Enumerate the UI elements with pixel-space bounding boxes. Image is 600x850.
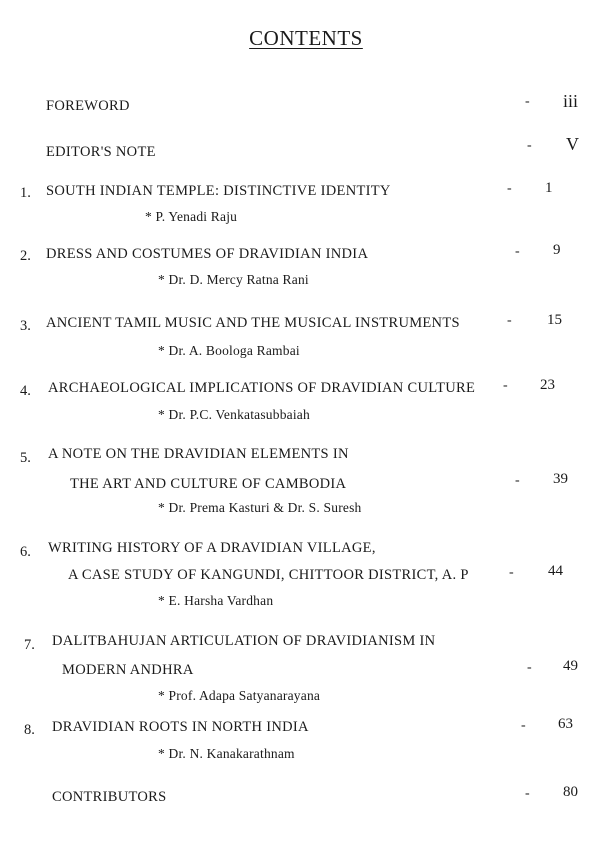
leader-dash: - (527, 660, 532, 675)
chapter-author: * P. Yenadi Raju (145, 209, 238, 224)
chapter-author: * E. Harsha Vardhan (158, 593, 274, 608)
chapter-title-line-2: THE ART AND CULTURE OF CAMBODIA (70, 476, 347, 492)
chapter-author: * Dr. A. Boologa Rambai (158, 343, 300, 358)
chapter-number: 5. (20, 450, 31, 466)
leader-dash: - (515, 244, 520, 259)
page-number: 1 (545, 180, 553, 196)
chapter-number: 3. (20, 318, 31, 334)
leader-dash: - (507, 313, 512, 328)
chapter-title: SOUTH INDIAN TEMPLE: DISTINCTIVE IDENTITY (46, 183, 391, 199)
entry-title: CONTRIBUTORS (52, 789, 167, 805)
chapter-title-line-1: DALITBAHUJAN ARTICULATION OF DRAVIDIANISM IN (52, 633, 436, 649)
chapter-title: ANCIENT TAMIL MUSIC AND THE MUSICAL INSTRUMENTS (46, 315, 460, 331)
chapter-number: 7. (24, 637, 35, 653)
page-number: 44 (548, 563, 563, 579)
chapter-number: 8. (24, 722, 35, 738)
page-number: iii (563, 91, 579, 111)
chapter-title: DRAVIDIAN ROOTS IN NORTH INDIA (52, 719, 309, 735)
chapter-number: 2. (20, 248, 31, 264)
chapter-title: DRESS AND COSTUMES OF DRAVIDIAN INDIA (46, 246, 369, 262)
page-number: 23 (540, 377, 555, 393)
page-number: 63 (558, 716, 573, 732)
leader-dash: - (509, 565, 514, 580)
leader-dash: - (507, 181, 512, 196)
chapter-title-line-1: WRITING HISTORY OF A DRAVIDIAN VILLAGE, (48, 540, 376, 556)
chapter-author: * Prof. Adapa Satyanarayana (158, 688, 321, 703)
chapter-author: * Dr. P.C. Venkatasubbaiah (158, 407, 310, 422)
leader-dash: - (525, 786, 530, 801)
page-title: CONTENTS (249, 26, 363, 50)
entry-title: FOREWORD (46, 98, 130, 114)
chapter-number: 4. (20, 383, 31, 399)
chapter-title-line-2: A CASE STUDY OF KANGUNDI, CHITTOOR DISTRICT, A. P (68, 567, 469, 583)
page-number: 49 (563, 658, 578, 674)
leader-dash: - (515, 473, 520, 488)
page-number: V (566, 134, 579, 154)
leader-dash: - (527, 138, 532, 153)
chapter-title-line-1: A NOTE ON THE DRAVIDIAN ELEMENTS IN (48, 446, 349, 462)
leader-dash: - (525, 94, 530, 109)
chapter-title-line-2: MODERN ANDHRA (62, 662, 194, 678)
chapter-author: * Dr. D. Mercy Ratna Rani (158, 272, 309, 287)
page-number: 9 (553, 242, 561, 258)
leader-dash: - (521, 718, 526, 733)
chapter-author: * Dr. N. Kanakarathnam (158, 746, 295, 761)
chapter-number: 6. (20, 544, 31, 560)
entry-title: EDITOR'S NOTE (46, 144, 156, 160)
page-number: 15 (547, 312, 562, 328)
chapter-number: 1. (20, 185, 31, 201)
chapter-title: ARCHAEOLOGICAL IMPLICATIONS OF DRAVIDIAN CULTURE (48, 380, 476, 396)
page-number: 80 (563, 784, 578, 800)
leader-dash: - (503, 378, 508, 393)
chapter-author: * Dr. Prema Kasturi & Dr. S. Suresh (158, 500, 362, 515)
page-number: 39 (553, 471, 568, 487)
